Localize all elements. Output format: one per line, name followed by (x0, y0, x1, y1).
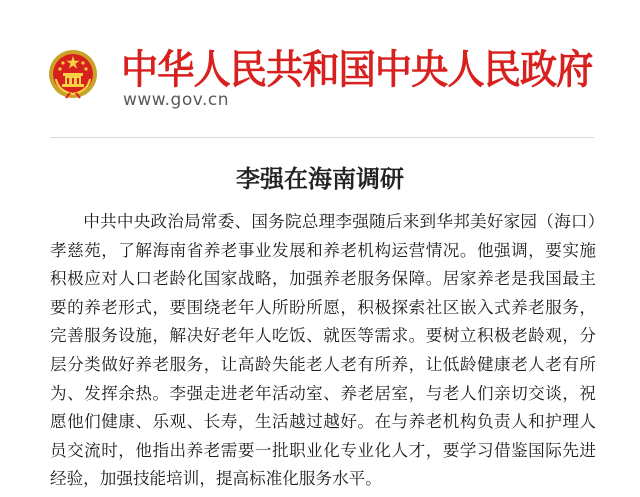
site-url[interactable]: www.gov.cn (123, 90, 230, 110)
header-divider (50, 137, 594, 138)
national-emblem-icon[interactable] (48, 49, 98, 99)
article-body: 中共中央政治局常委、国务院总理李强随后来到华邦美好家园（海口）孝慈苑，了解海南省养老事业发展和养老机构运营情况。他强调，要实施积极应对人口老龄化国家战略，加强养老服务保障。居家养老是我国最主要的养老形式，要围绕老年人所盼所愿，积极探索社区嵌入式养老服务，完善服务设施，解决好老年人吃饭、就医等需求。要树立积极老龄观，分层分类做好养老服务，让高龄失能老人老有所养，让低龄健康老人老有所为、发挥余热。李强走进老年活动室、养老居室，与老人们亲切交谈，祝愿他们健康、乐观、长寿，生活越过越好。在与养老机构负责人和护理人员交流时，他指出养老需要一批职业化专业化人才，要学习借鉴国际先进经验，加强技能培训，提高标准化服务水平。 (50, 212, 596, 489)
site-title[interactable]: 中华人民共和国中央人民政府 (121, 47, 593, 93)
site-header (0, 0, 640, 130)
article-title: 李强在海南调研 (236, 165, 404, 193)
